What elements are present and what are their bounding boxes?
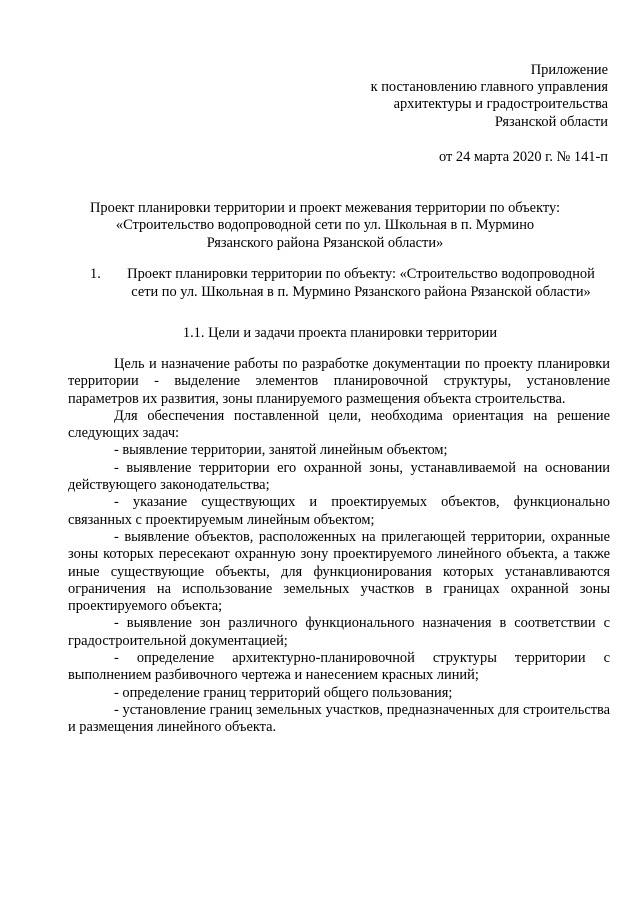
list-item: - выявление территории, занятой линейным объектом; — [114, 442, 448, 459]
body-text — [68, 356, 610, 737]
appendix-line-1: Приложение — [530, 62, 608, 78]
document-title — [60, 200, 590, 252]
list-item: - выявление зон различного функционального назначения в соответствии с градостроительной документацией; — [68, 615, 610, 649]
subsection-heading: 1.1. Цели и задачи проекта планировки территории — [182, 325, 498, 341]
section-number: 1. — [90, 266, 101, 282]
list-item: - указание существующих и проектируемых объектов, функционально связанных с проектируемым линейным объектом; — [68, 494, 610, 528]
list-item: - установление границ земельных участков, предназначенных для строительства и размещения линейного объекта. — [68, 701, 610, 736]
appendix-date: от 24 марта 2020 г. № 141-п — [439, 149, 608, 165]
appendix-line-3: архитектуры и градостроительства — [393, 96, 608, 113]
section-heading — [90, 266, 610, 301]
document-title-line-1: Проект планировки территории и проект межевания территории по объекту: — [90, 200, 560, 216]
section-heading-line-1: Проект планировки территории по объекту: «Строительство водопроводной — [127, 266, 595, 282]
list-item: - определение архитектурно-планировочной структуры территории с выполнением разбивочного чертежа и нанесением красных линий; — [68, 650, 610, 684]
list-item: - выявление территории его охранной зоны, устанавливаемой на основании действующего законодательства; — [68, 459, 610, 494]
section-heading-line-2: сети по ул. Школьная в п. Мурмино Рязанского района Рязанской области» — [131, 283, 591, 300]
paragraph: Для обеспечения поставленной цели, необходима ориентация на решение следующих задач: — [68, 407, 610, 442]
appendix-block — [371, 62, 608, 131]
paragraph: Цель и назначение работы по разработке документации по проекту планировки территории - выделение элементов планировочной структуры, установление параметров их развития, зоны планируемого размещения объекта строительства. — [68, 356, 610, 407]
document-title-line-2: «Строительство водопроводной сети по ул. Школьная в п. Мурмино — [115, 217, 535, 234]
list-item: - выявление объектов, расположенных на прилегающей территории, охранные зоны которых пересекают охранную зону проектируемого линейного объекта, а также иные существующие объекты, для функционирования которых устанавливаются ограничения на использование земельных участков в границах охранной зоны проектируемого объекта; — [68, 528, 610, 615]
list-item: - определение границ территорий общего пользования; — [114, 684, 453, 701]
document-title-line-3: Рязанского района Рязанской области» — [206, 234, 444, 251]
appendix-line-2: к постановлению главного управления — [370, 79, 608, 96]
appendix-line-4: Рязанской области — [494, 113, 608, 130]
